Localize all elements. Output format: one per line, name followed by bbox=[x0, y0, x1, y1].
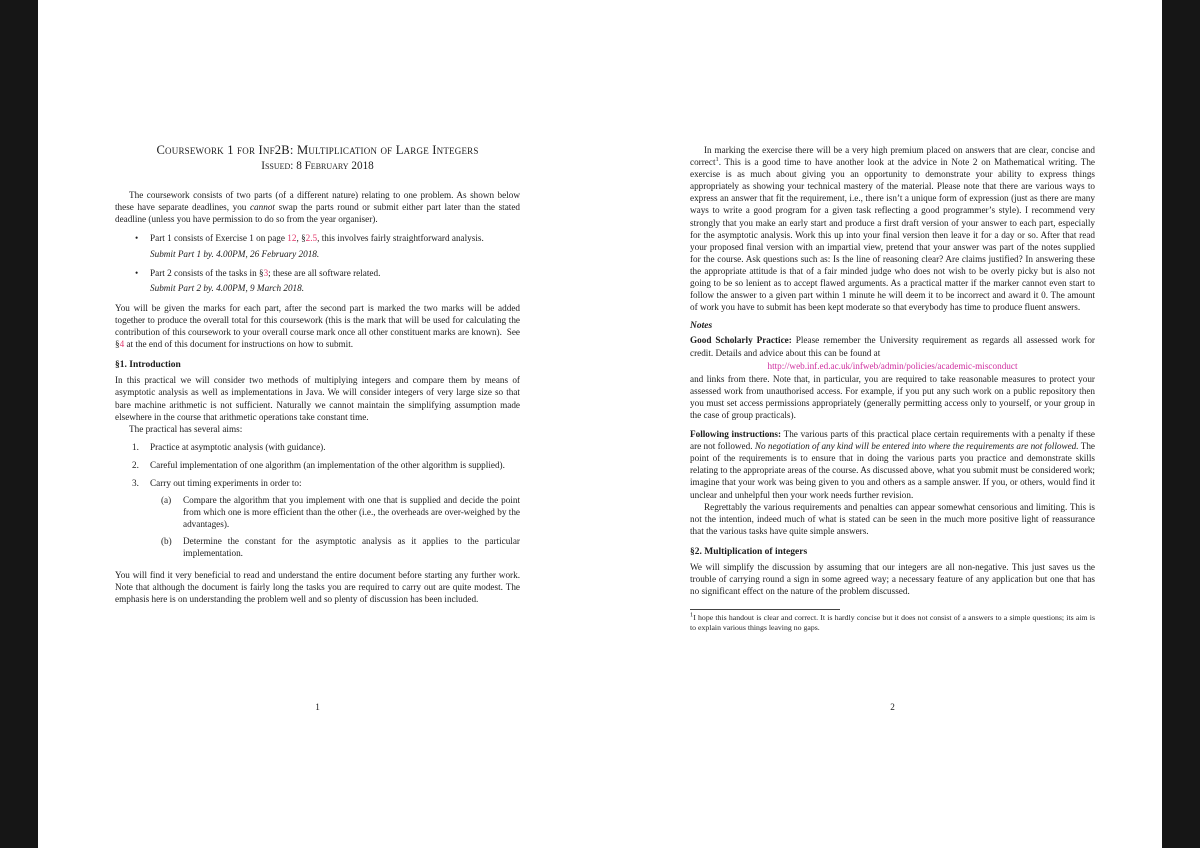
block-bullet bbox=[115, 267, 520, 279]
text-run: You will be given the marks for each part, after the second part is marked the two marks will be added together to produce the overall total for this coursework (this is the mark that will be used for calculating the contribution of this coursework to your overall course mark once all other constituent marks are known). See § bbox=[115, 302, 523, 350]
block-item bbox=[115, 477, 520, 489]
text-run: Coursework 1 for Inf2B: Multiplication of Large Integers bbox=[156, 143, 479, 157]
text-run: , this involves fairly straightforward analysis. bbox=[317, 233, 484, 244]
text-run: Please remember the University requirement as regards all assessed work for credit. Details and advice about this can be found at bbox=[690, 335, 1098, 358]
list-marker: 3. bbox=[132, 477, 139, 488]
block-leadpara bbox=[690, 334, 1098, 358]
block-notes bbox=[690, 320, 1095, 332]
block-para bbox=[115, 374, 523, 422]
block-submit bbox=[150, 248, 520, 260]
text-run: . This is a good time to have another look at the advice in Note 2 on Mathematical writing. The exercise is as much about giving you an opportunity to demonstrate your ability to express things appropriately as showing your technical mastery of the material. Please note that there are various ways to express an answer that fit the requirement, i.e., there isn’t a unique form of expression (just as there are many ways to write a good program for a given task reflecting a good programmer’s style). I recommend very strongly that you make an early start and produce a first draft version of your answer to each part, especially for the asymptotic analysis. Work this up into your final version then leave it for a day or so. After that read your proposed final version with an impartial view, pretend that your answer was part of the notes supplied for the course. Ask questions such as: Is the line of reasoning clear? Are claims justified? In answering these the appropriate attitude is that of a fair minded judge who does not wish to be overly picky but is also not going to be so lenient as to accept flawed arguments. As a practical matter if the marker cannot even start to follow the answer to a given part within 1 minute he will deem it to be incorrect and award it 0. The amount of work you have to submit has been kept moderate so that everybody has time to produce fluent answers. bbox=[690, 157, 1098, 313]
cross-reference-link[interactable]: 2.5 bbox=[305, 233, 318, 244]
text-run: Careful implementation of one algorithm (an implementation of the other algorithm is supplied). bbox=[150, 459, 505, 470]
text-run: Issued: 8 February 2018 bbox=[261, 160, 374, 173]
list-marker: • bbox=[135, 267, 139, 278]
document-page-1 bbox=[115, 0, 523, 848]
text-run: at the end of this document for instructions on how to submit. bbox=[124, 339, 354, 350]
block-para bbox=[115, 302, 523, 350]
block-subitem bbox=[115, 494, 523, 530]
text-run: cannot bbox=[249, 202, 275, 213]
block-para bbox=[690, 144, 1098, 313]
list-item-text bbox=[150, 459, 520, 471]
list-item-text bbox=[150, 441, 520, 453]
text-run: Determine the constant for the asymptotic analysis as it applies to the particular implementation. bbox=[183, 536, 523, 559]
text-run: We will simplify the discussion by assuming that our integers are all non-negative. This just saves us the trouble of carrying round a sign in some agreed way; a necessary feature of any application but one that has no significant effect on the nature of the problem discussed. bbox=[690, 562, 1098, 597]
text-run: Carry out timing experiments in order to: bbox=[150, 477, 302, 488]
text-run: Compare the algorithm that you implement with one that is supplied and decide the point from which one is more efficient than the other (i.e., the overheads are over-weighed by the advantages). bbox=[183, 495, 523, 530]
text-run: The various parts of this practical place certain requirements with a penalty if these are not followed. bbox=[690, 429, 1098, 452]
page-number: 2 bbox=[890, 702, 895, 712]
text-run: Part 1 consists of Exercise 1 on page bbox=[150, 233, 288, 244]
cross-reference-link[interactable]: 4 bbox=[119, 339, 125, 350]
text-run: The practical has several aims: bbox=[129, 423, 243, 434]
block-para bbox=[115, 423, 520, 435]
block-para bbox=[115, 569, 523, 605]
page-2-text-column bbox=[690, 144, 1098, 633]
list-item-text bbox=[150, 477, 520, 489]
text-run: Notes bbox=[690, 321, 713, 332]
text-run: The point of the requirements is to ensure that in doing the various parts you practice and demonstrate skills relating to the appropriate areas of the course. As discussed above, what you submit must be considered work; imagine that your work was being given to you and others as a sample answer. If you, or others, would find it unclear and unhelpful then your work needs further revision. bbox=[690, 441, 1098, 500]
text-run: ; these are all software related. bbox=[268, 267, 381, 278]
block-submit bbox=[150, 282, 520, 294]
block-para bbox=[690, 373, 1098, 421]
list-item-text bbox=[183, 535, 523, 559]
block-heading bbox=[115, 359, 520, 371]
document-page-2 bbox=[690, 0, 1098, 848]
list-item-text bbox=[150, 232, 520, 244]
viewer-left-panel bbox=[0, 0, 38, 848]
block-para bbox=[115, 189, 523, 225]
text-run: I hope this handout is clear and correct. It is hardly concise but it does not consist of a answers to a simple questions; its aim is to explain various things leaving no gaps. bbox=[690, 613, 1097, 633]
page-1-text-column bbox=[115, 143, 523, 605]
block-linkline[interactable] bbox=[690, 360, 1095, 372]
url-link[interactable]: http://web.inf.ed.ac.uk/infweb/admin/policies/academic-misconduct bbox=[767, 360, 1018, 371]
text-run: Regrettably the various requirements and penalties can appear somewhat censorious and limiting. This is not the intention, indeed much of what is stated can be seen in the much more positive light of reassurance that the various tasks have quite simple answers. bbox=[690, 501, 1098, 536]
text-run: In marking the exercise there will be a very high premium placed on answers that are clear, concise and correct bbox=[690, 145, 1098, 168]
list-marker: (b) bbox=[161, 536, 172, 547]
text-run: You will find it very beneficial to read and understand the entire document before starting any further work. Note that although the document is fairly long the tasks you are required to carry out are quite modest. The emphasis here is on understanding the problem well and so plenty of discussion has been included. bbox=[115, 569, 523, 604]
list-marker: • bbox=[135, 233, 139, 244]
block-footnote bbox=[690, 613, 1095, 633]
block-bullet bbox=[115, 232, 520, 244]
text-run: and links from there. Note that, in particular, you are required to take reasonable measures to protect your assessed work from unauthorised access. For example, if you put any such work on a public repository then you must set access permissions appropriately (generally permitting access only to yourself, or your group in the case of group practicals). bbox=[690, 373, 1098, 420]
block-fnrule bbox=[690, 609, 840, 610]
block-item bbox=[115, 459, 520, 471]
block-para bbox=[690, 561, 1098, 597]
text-run: , § bbox=[296, 233, 306, 244]
text-run: Good Scholarly Practice: bbox=[690, 335, 792, 346]
list-marker: 2. bbox=[132, 459, 139, 470]
text-run: §1. Introduction bbox=[115, 360, 181, 371]
text-run: No negotiation of any kind will be entered into where the requirements are not followed. bbox=[754, 441, 1079, 452]
block-subitem bbox=[115, 535, 523, 559]
text-run: Part 2 consists of the tasks in § bbox=[150, 267, 264, 278]
text-run: The coursework consists of two parts (of a different nature) relating to one problem. As shown below these have separate deadlines, you bbox=[115, 190, 523, 213]
list-marker: (a) bbox=[161, 495, 172, 506]
text-run: Practice at asymptotic analysis (with guidance). bbox=[150, 441, 326, 452]
text-run: 1 bbox=[690, 611, 694, 619]
block-leadpara bbox=[690, 428, 1098, 501]
text-run: §2. Multiplication of integers bbox=[690, 546, 808, 557]
text-run: Submit Part 2 by. 4.00PM, 9 March 2018. bbox=[150, 282, 305, 293]
text-run: In this practical we will consider two methods of multiplying integers and compare them by means of asymptotic analysis as well as implementations in Java. We will consider integers of very large size so that bare machine arithmetic is not sufficient. Naturally we cannot maintain the simplifying assumption made elsewhere in the course that arithmetic operations take constant time. bbox=[115, 375, 523, 422]
text-run: 1 bbox=[715, 156, 719, 164]
text-run: Submit Part 1 by. 4.00PM, 26 February 2018. bbox=[150, 248, 320, 259]
block-item bbox=[115, 441, 520, 453]
list-item-text bbox=[150, 267, 520, 279]
block-subtitle bbox=[115, 160, 520, 172]
text-run: swap the parts round or submit either part later than the stated deadline (unless you have permission to do so from the year organiser). bbox=[115, 202, 523, 225]
list-item-text bbox=[183, 494, 523, 530]
cross-reference-link[interactable]: 12 bbox=[287, 233, 297, 244]
cross-reference-link[interactable]: 3 bbox=[263, 267, 269, 278]
block-heading bbox=[690, 546, 1095, 558]
page-number: 1 bbox=[315, 702, 320, 712]
text-run: Following instructions: bbox=[690, 429, 782, 440]
block-para bbox=[690, 501, 1098, 537]
viewer-right-panel bbox=[1162, 0, 1200, 848]
block-title bbox=[115, 144, 520, 156]
list-marker: 1. bbox=[132, 441, 139, 452]
